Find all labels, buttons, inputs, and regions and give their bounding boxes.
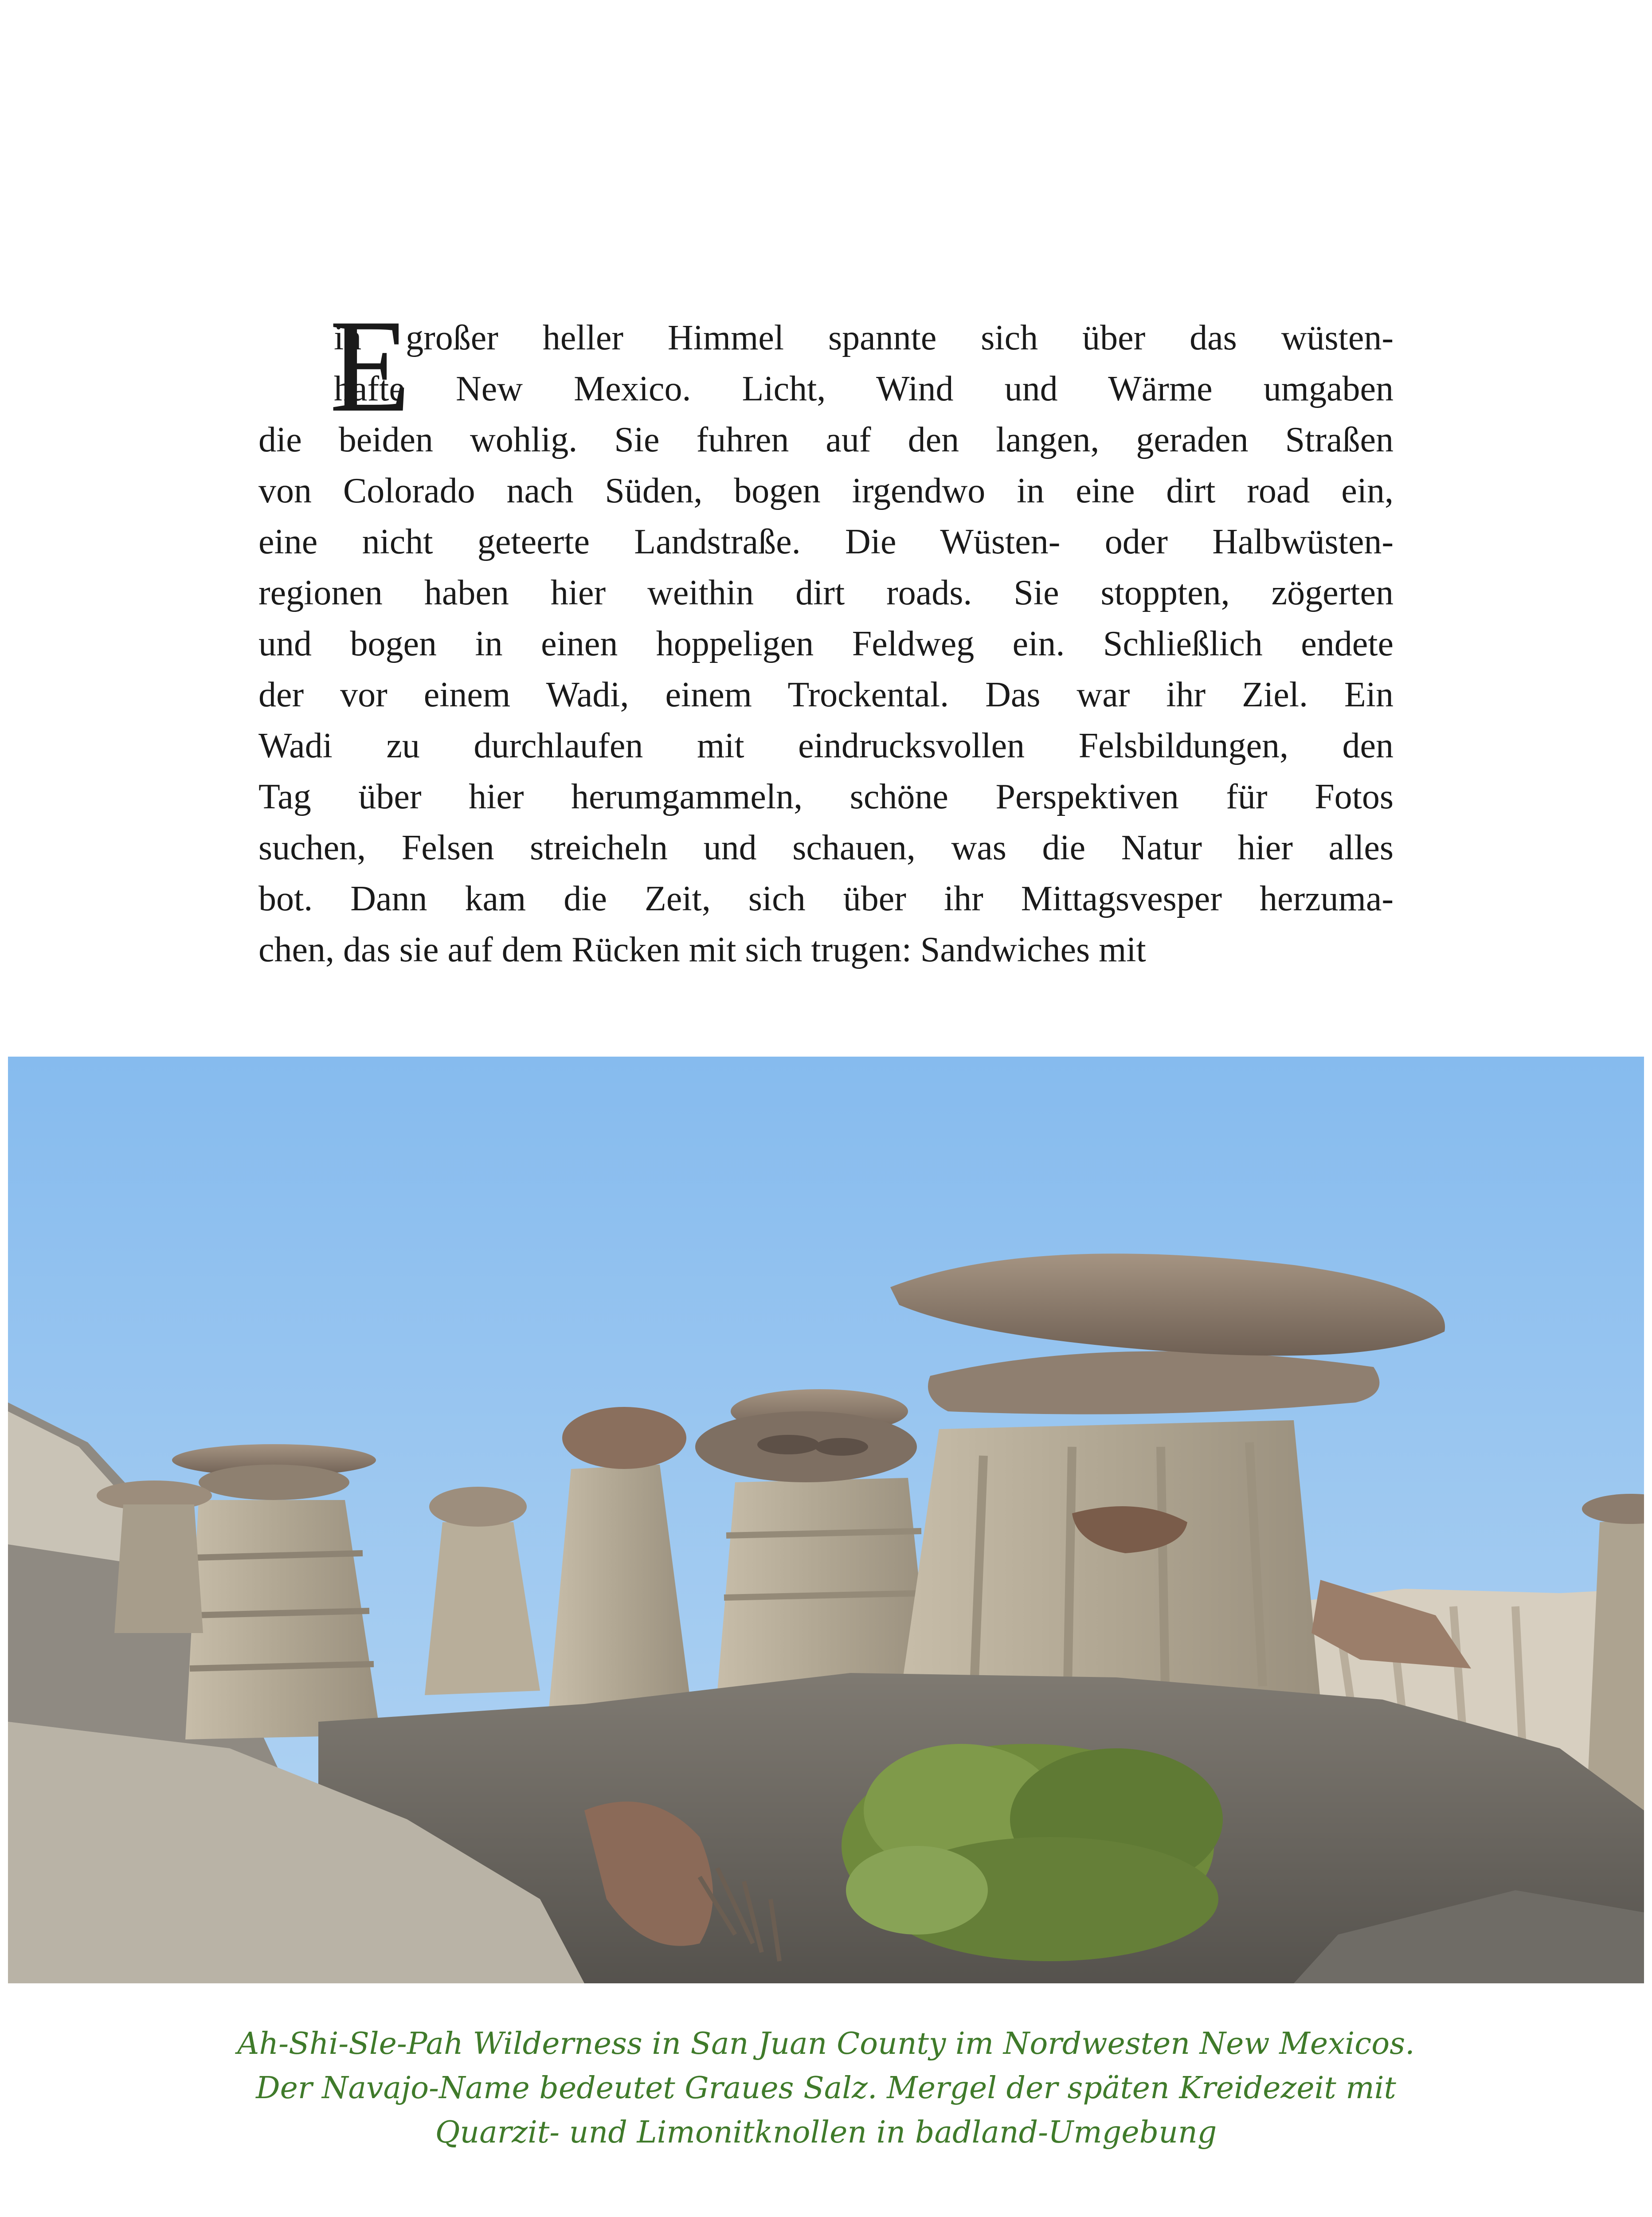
caption-line: Der Navajo-Name bedeutet Graues Salz. Mergel der späten Kreidezeit mit <box>256 2071 1396 2106</box>
text-line: Wadi zu durchlaufen mit eindrucksvollen Felsbildungen, den <box>258 726 1394 765</box>
center-hoodoo <box>695 1389 930 1691</box>
text-line: von Colorado nach Süden, bogen irgendwo in eine dirt road ein, <box>258 471 1394 510</box>
text-line: chen, das sie auf dem Rücken mit sich trugen: Sandwiches mit <box>258 930 1146 969</box>
body-text <box>258 292 1394 975</box>
text-line: Tag über hier herumgammeln, schöne Perspektiven für Fotos <box>258 777 1394 816</box>
text-line: bot. Dann kam die Zeit, sich über ihr Mittagsvesper herzuma- <box>258 879 1394 918</box>
text-line: die beiden wohlig. Sie fuhren auf den langen, geraden Straßen <box>258 420 1394 459</box>
caption-line: Ah-Shi-Sle-Pah Wilderness in San Juan County im Nordwesten New Mexicos. <box>237 2026 1415 2061</box>
text-line: hafte New Mexico. Licht, Wind und Wärme umgaben <box>334 369 1394 408</box>
photo-caption <box>0 2022 1652 2155</box>
desert-shrub <box>842 1744 1223 1961</box>
text-line: und bogen in einen hoppeligen Feldweg ein. Schließlich endete <box>258 624 1394 663</box>
drop-cap-letter: E <box>329 292 411 439</box>
text-line: in großer heller Himmel spannte sich über das wüsten- <box>334 318 1394 357</box>
text-line: eine nicht geteerte Landstraße. Die Wüsten- oder Halbwüsten- <box>258 522 1394 561</box>
text-line: der vor einem Wadi, einem Trockental. Das war ihr Ziel. Ein <box>258 675 1394 714</box>
hoodoo-landscape-photo <box>8 1057 1644 1983</box>
caption-line: Quarzit- und Limonitknollen in badland-Umgebung <box>435 2115 1217 2150</box>
text-line: suchen, Felsen streicheln und schauen, was die Natur hier alles <box>258 828 1394 867</box>
text-line: regionen haben hier weithin dirt roads. Sie stoppten, zögerten <box>258 573 1394 612</box>
